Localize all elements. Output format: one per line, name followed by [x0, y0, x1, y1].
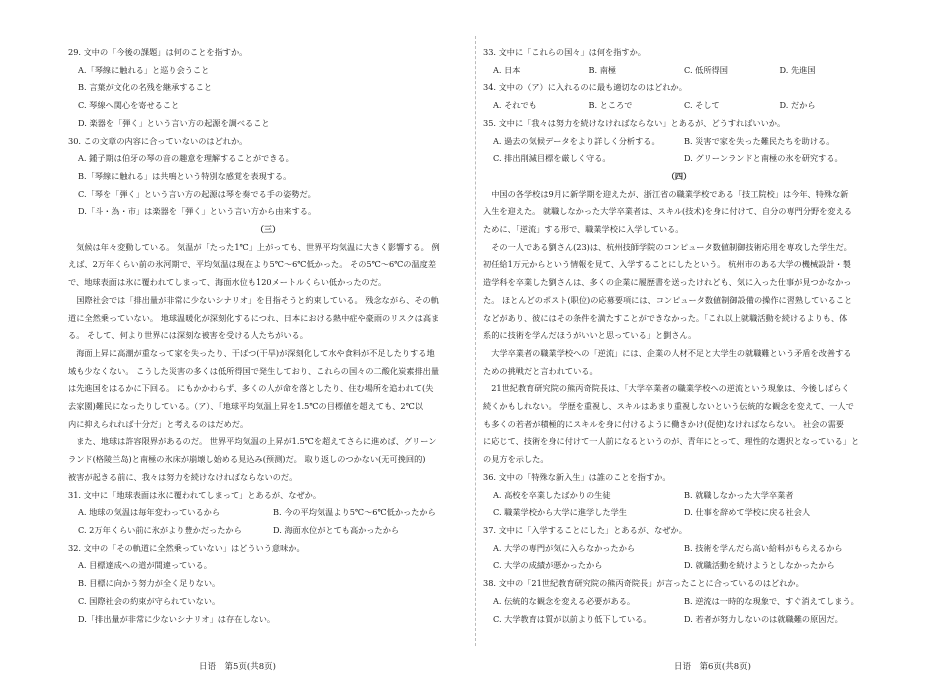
passage-line: 域も少なくない。 こうした災害の多くは低所得国で発生しており、これらの国々の二酸化炭素排出量	[68, 365, 440, 376]
q33-option-c: C. 低所得国	[684, 64, 728, 75]
passage-line: ために、「逆流」する形で、職業学校に入学している。	[483, 224, 684, 235]
q35-option-c: C. 排出削減目標を厳しく守る。	[493, 153, 611, 164]
q32-question: 32. 文中の「その軌道に全然乗っていない」はどういう意味か。	[68, 542, 305, 553]
q35-option-b: B. 災害で家を失った難民たちを助ける。	[684, 135, 835, 146]
q37-option-d: D. 就職活動を続けようとしなかったから	[684, 560, 835, 571]
right-page-footer: 日语 第6页(共8页)	[674, 662, 751, 672]
passage-line: に応じて、技術を身に付けて一人前になるというのが、青年にとって、理性的な選択となっている」と	[483, 436, 860, 447]
passage-line: 入生を迎えた。 就職しなかった大学卒業者は、スキル(技术)を身に付けて、自分の専門分野を変える	[483, 206, 852, 217]
passage-line: 海面上昇に高潮が重なって家を失ったり、干ばつ(干旱)が深刻化して水や食料が不足したりする地	[68, 347, 435, 358]
passage-line: 去家園)難民になったりしている。（ア）、「地球平均気温上昇を1.5℃の目標値を超えても、2℃以	[68, 401, 423, 412]
q38-option-b: B. 逆流は一時的な現象で、すぐ消えてしまう。	[684, 595, 859, 606]
passage-line: 系的に技術を学んだほうがいいと思っている」と劉さん。	[483, 330, 697, 341]
q36-option-c: C. 職業学校から大学に進学した学生	[493, 507, 627, 518]
q32-option-c: C. 国際社会の約束が守られていない。	[78, 595, 221, 606]
q33-option-b: B. 南極	[588, 64, 617, 75]
q36-option-b: B. 就職しなかった大学卒業者	[684, 489, 794, 500]
passage-line: 道に全然乗っていない。 地球温暖化が深刻化するにつれ、日本における熱中症や豪雨のリスクは高ま	[68, 312, 440, 323]
passage-line: 中国の各学校は9月に新学期を迎えたが、浙江省の職業学校である「技工院校」は今年、特殊な新	[483, 188, 849, 199]
q34-options	[483, 97, 875, 115]
q35-question: 35. 文中に「我々は努力を続けなければならない」とあるが、どうすればいいか。	[483, 117, 786, 128]
q31-option-a: A. 地球の気温は毎年変わっているから	[78, 507, 221, 518]
q33-option-d: D. 先進国	[779, 64, 816, 75]
passage-line: その一人である劉さん(23)は、杭州技師学院のコンピュータ数値制御技術応用を専攻した学生だ。	[483, 241, 852, 252]
passage-line: えば、2万年くらい前の氷河期で、平均気温は現在より5℃～6℃低かった。 その5℃～6℃の温度差	[68, 259, 437, 270]
q38-question: 38. 文中の「21世紀教育研究院の熊丙奇院長」が言ったことに合っているのはどれか。	[483, 578, 804, 589]
passage-line: の見方を示した。	[483, 454, 549, 465]
q31-options-row1	[68, 504, 468, 522]
q31-option-d: D. 海面水位がとても高かったから	[273, 524, 400, 535]
left-content	[68, 44, 468, 628]
q37-option-c: C. 大学の成績が悪かったから	[493, 560, 603, 571]
passage-line: 被害が起きる前に、我々は努力を続けなければならないのだ。	[68, 471, 298, 482]
q36-option-d: D. 仕事を辞めて学校に戻る社会人	[684, 507, 811, 518]
section-heading: （三）	[255, 224, 281, 235]
q31-options-row2	[68, 522, 468, 540]
q37-question: 37. 文中に「入学することにした」とあるが、なぜか。	[483, 524, 687, 535]
q34-option-c: C. そして	[684, 100, 720, 111]
q32-option-d: D.「排出量が非常に少ないシナリオ」は存在しない。	[78, 613, 276, 624]
q37-option-a: A. 大学の専門が気に入らなかったから	[493, 542, 636, 553]
passage-line: 大学卒業者の職業学校への「逆流」には、企業の人材不足と大学生の就職難という矛盾を改善する	[483, 347, 852, 358]
passage-line: も多くの若者が積極的にスキルを身に付けるように働きかけ(促使)なければならない。 社会の需要	[483, 418, 844, 429]
q38-option-c: C. 大学教育は質が以前より低下している。	[493, 613, 652, 624]
q34-option-d: D. だから	[779, 100, 816, 111]
q38-options-row2	[483, 611, 875, 629]
passage-line: た。 ほとんどのポスト(职位)の応募要項には、コンピュータ数値制御設備の操作に習熟していること	[483, 294, 853, 305]
passage-line: 内に抑えられれば十分だ」と考えるのはだめだ。	[68, 418, 249, 429]
q37-options-row2	[483, 557, 875, 575]
q31-option-b: B. 今の平均気温より5℃～6℃低かったから	[273, 507, 436, 518]
passage-line: 21世紀教育研究院の熊丙奇院長は、「大学卒業者の職業学校への逆流という現象は、今後しばらく	[483, 383, 850, 394]
option-line: B.「琴線に触れる」は共鳴という特別な感覚を表現する。	[78, 170, 292, 181]
q38-options-row1	[483, 593, 875, 611]
q32-option-b: B. 目標に向かう努力が全く足りない。	[78, 578, 221, 589]
q35-options-row1	[483, 133, 875, 151]
q37-options-row1	[483, 540, 875, 558]
passage-line: 気候は年々変動している。 気温が「たった1℃」上がっても、世界平均気温に大きく影響する。 例	[68, 241, 440, 252]
q36-question: 36. 文中の「特殊な新入生」は誰のことを指すか。	[483, 471, 671, 482]
q36-options-row2	[483, 504, 875, 522]
option-line: A. 鍾子期は伯牙の琴の音の趣意を理解することができる。	[78, 153, 294, 164]
passage-line: また、地球は許容限界があるのだ。 世界平均気温の上昇が1.5℃を超えてさらに進めば、グリーン	[68, 436, 437, 447]
passage-line: 続くかもしれない。 学歴を重視し、スキルはあまり重視しないという伝統的な観念を変えて、一人で	[483, 401, 854, 412]
passage-line: 国際社会では「排出量が非常に少ないシナリオ」を目指そうと約束している。 残念ながら、その軌	[68, 294, 439, 305]
q33-options	[483, 62, 875, 80]
passage-line: 造学科を卒業した劉さんは、多くの企業に履歴書を送ったけれども、気に入った仕事が見つかなかっ	[483, 277, 852, 288]
option-line: B. 言葉が文化の名残を継承すること	[78, 82, 213, 93]
q38-option-d: D. 若者が努力しないのは就職難の原因だ。	[684, 613, 843, 624]
option-line: C.「琴を「弾く」という言い方の起源は琴を奏でる手の姿勢だ。	[78, 188, 316, 199]
option-line: D. 楽器を「弾く」という言い方の起源を調べること	[78, 117, 270, 128]
option-line: C. 琴線へ関心を寄せること	[78, 100, 180, 111]
q37-option-b: B. 技術を学んだら高い給料がもらえるから	[684, 542, 843, 553]
q32-option-a: A. 目標達成への道が間違っている。	[78, 560, 212, 571]
q35-option-a: A. 過去の気候データをより詳しく分析する。	[493, 135, 660, 146]
left-page-footer: 日语 第5页(共8页)	[199, 662, 276, 672]
q36-options-row1	[483, 487, 875, 505]
question-line: 29. 文中の「今後の課題」は何のことを指すか。	[68, 47, 248, 57]
passage-line: ための挑戦だと言われている。	[483, 365, 598, 376]
q34-option-a: A. それでも	[493, 100, 537, 111]
passage-line: ランド(格陵兰岛)と南極の氷床が崩壊し始める見込み(预测)だ。 取り返しのつかない(无可挽回的)	[68, 454, 426, 465]
q33-question: 33. 文中に「これらの国々」は何を指すか。	[483, 47, 646, 57]
section-four-heading: （四）	[666, 170, 692, 181]
passage-line: る。 そして、何より世界には深刻な被害を受ける人たちがいる。	[68, 330, 308, 341]
q38-option-a: A. 伝統的な観念を変える必要がある。	[493, 595, 636, 606]
page-right	[475, 0, 950, 688]
question-line: 30. この文章の内容に合っていないのはどれか。	[68, 135, 248, 146]
q33-option-a: A. 日本	[493, 64, 521, 75]
q31-option-c: C. 2万年くらい前に氷がより豊かだったから	[78, 524, 242, 535]
q35-options-row2	[483, 150, 875, 168]
passage-line: 初任給1万元からという情報を見て、入学することにしたという。 杭州市のある大学の機械設計・製	[483, 259, 851, 270]
q35-option-d: D. グリーンランドと南極の氷を研究する。	[684, 153, 843, 164]
question-line: 31. 文中に「地球表面は氷に覆われてしまって」とあるが、なぜか。	[68, 489, 322, 500]
passage-line: で、地球表面は氷に覆われてしまって、海面水位も120メートルくらい低かったのだ。	[68, 277, 387, 288]
passage-line: は先進国をはるかに下回る。 にもかかわらず、多くの人が命を落としたり、住む場所を追われて(失	[68, 383, 434, 394]
option-line: D.「斗・為・市」は楽器を「弾く」という言い方から由来する。	[78, 206, 317, 217]
q34-option-b: B. ところで	[588, 100, 633, 111]
passage-line: などがあり、彼にはその条件を満たすことができなかった。「これ以上就職活動を続けるよりも、体	[483, 312, 848, 323]
q36-option-a: A. 高校を卒業したばかりの生徒	[493, 489, 611, 500]
q34-question: 34. 文中の（ア）に入れるのに最も適切なのはどれか。	[483, 82, 687, 93]
option-line: A.「琴線に触れる」と巡り会うこと	[78, 64, 210, 75]
right-content	[483, 44, 875, 628]
